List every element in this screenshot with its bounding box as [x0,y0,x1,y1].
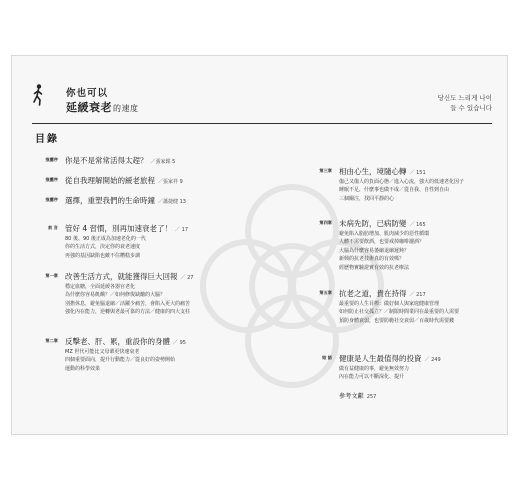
chapter-label: 前 言 [48,225,58,230]
page-number: ／ 95 [173,340,186,346]
page-number: ／ 165 [409,222,426,228]
chapter-title: 改善生活方式，就能獲得巨大回報 ／ 27 [65,272,194,281]
chapter-title: 管好 4 習慣，別再加速衰老了！ ／ 17 [65,224,188,233]
section-list [65,235,146,260]
section-item: 穩定血糖，全面延緩各器官老化 [65,284,136,290]
section-item: 避免陷入脂肪增加、肌肉減少的惡性循環 [339,231,430,237]
section-item: 睡眠不足，什麼事也做不成／從自我、自性到自由 [339,187,450,194]
chapter-label: 第五章 [319,290,332,295]
chapter-title: 你是不是常常活得太趕？ ／張家銘 5 [65,156,176,165]
section-item: 內在能力可以不斷深化、提升 [339,374,405,381]
page-number: ／ 27 [180,275,194,281]
section-item: 80 後、90 後正成為加速老化的一代 [65,236,146,242]
section-item: 如何防止社交孤立？／制限時間業同在最重要的人需要 [339,309,460,316]
section-item: 大腦為什麼容易萎縮退縮遲鈍？ [339,247,410,254]
section-list [65,283,190,317]
section-item: 人體不需要飲酒，也要戒掉咖啡濾酒？ [339,239,425,246]
chapter-title: 未病先防，已病防變 ／ 165 [339,219,426,228]
chapter-label: 結 語 [322,355,332,360]
chapter-title: 健康是人生最值得的投資 ／ 249 [339,354,441,363]
page-number: ／ 249 [424,357,441,363]
section-item: MZ 世代可能比父母輩更快速衰老 [65,349,140,355]
chapter-label: 第一章 [45,273,58,278]
chapter-label: 推薦序 [45,177,58,182]
book-title-line1: 你也可以 [66,88,109,99]
page-number: ／蕭捷健 13 [158,199,186,205]
section-item: 新興的抗老技術真的有效嗎？ [339,256,405,263]
section-item: 別擔休息，避免腦退縮／活躍少痛苦，會陷入更大的痛苦 [65,300,191,307]
toc-title: 目錄 [35,134,59,145]
section-item: 你的生活方式，決定你的衰老速度 [65,244,141,251]
page-number: ／ 17 [175,227,188,233]
chapter-label: 第四章 [319,220,332,225]
chapter-title: 選擇，重塑我們的生命時鐘 ／蕭捷健 13 [65,196,186,205]
section-list [339,178,464,203]
chapter-title: 相由心生，境隨心轉 ／ 151 [339,167,426,176]
chapter-title: 抗老之道，貴在持得 ／ 217 [339,289,426,298]
section-list [339,230,429,272]
section-item: 為什麼你容易飢餓？／如何修復缺醣的大腦？ [65,292,166,299]
section-item: 強化內在能力，逆轉與老最可靠的方法／健康的四大支柱 [65,309,191,316]
korean-original-title: 당신도 느리게 나이 들 수 있습니다 [437,94,492,112]
page-number: ／ 217 [409,292,426,298]
chapter-label: 第二章 [45,338,58,343]
chapter-label: 推薦序 [45,157,58,162]
section-item: 運動的科學效果 [65,365,101,372]
book-header [32,82,492,124]
references-entry: 參考文獻 257 [339,393,377,400]
section-item: 三個關注，找回平靜的心 [339,195,395,202]
page-number: ／ 151 [409,170,426,176]
chapter-title: 從自我理解開始的緩老旅程 ／張家祥 9 [65,176,183,185]
section-item: 再強的基因缺陷也敵不住糟糕步調 [65,252,141,259]
section-item: 做有益健康的事，避免無效努力 [339,366,410,372]
section-item: 傷己又傷人的負面心態／進入心流，強大的低速老化因子 [339,179,465,185]
book-spread-page [11,55,508,435]
chapter-title: 反擊老、肝、累，重設你的身體 ／ 95 [65,337,186,346]
page-number: ／張家銘 5 [150,159,176,165]
section-item: 最重要的人生目標：做好個人與家庭健康管理 [339,301,440,307]
section-list [339,365,409,382]
chapter-label: 第三章 [319,168,332,173]
header-rule [32,123,492,124]
section-item: 經歷物實驗證實有效的抗老療法 [339,264,410,271]
page-number: ／張家祥 9 [158,179,183,185]
section-list [65,348,175,373]
section-list [339,300,459,325]
section-item: 四個重要面向，提升行動能力／從良好的姿勢開始 [65,357,176,364]
chapter-label: 推薦序 [45,197,58,202]
section-item: 預防身體衰弱，也要防範社交衰弱／百歲時代需要錢 [339,317,455,324]
book-title-line2: 延緩衰老的速度 [66,101,139,114]
runner-icon [32,84,44,106]
